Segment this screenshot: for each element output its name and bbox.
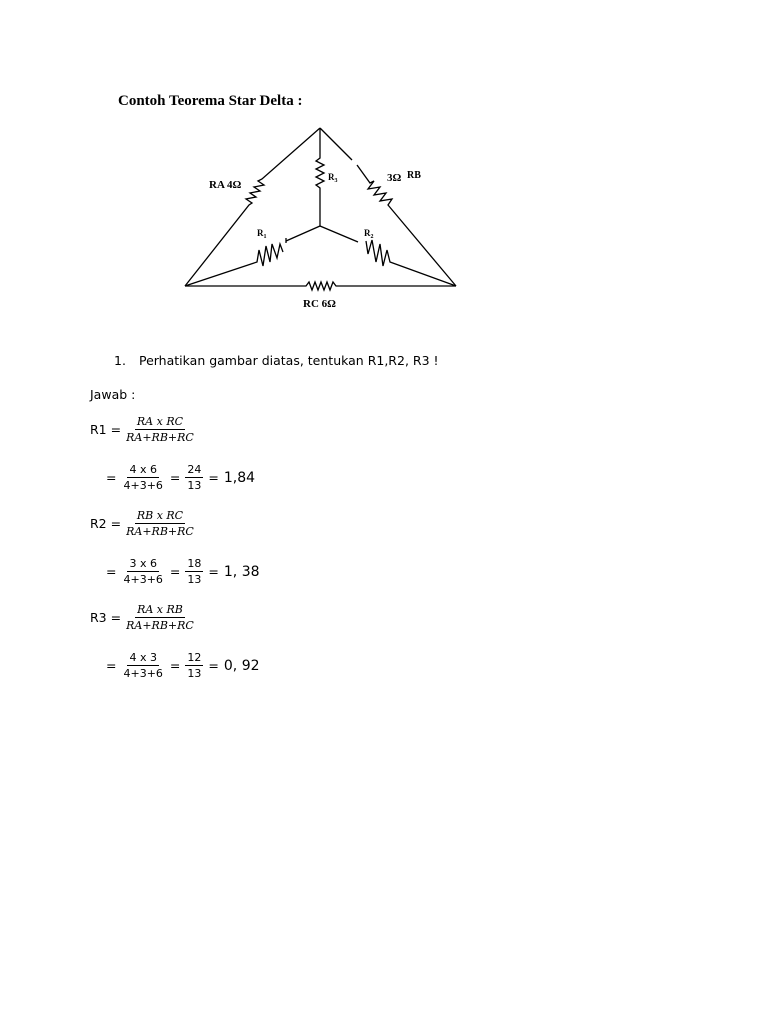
r3-substitution-numerator: 4 x 3 bbox=[127, 651, 159, 666]
rb-name-label: RB bbox=[407, 170, 421, 181]
r1-formula-numerator: RA x RC bbox=[135, 415, 185, 430]
r3-substitution-fraction bbox=[121, 651, 164, 680]
r2-equals-2: = bbox=[169, 564, 181, 580]
r2-substitution-fraction bbox=[121, 557, 164, 586]
r2-substitution-denominator: 4+3+6 bbox=[123, 573, 163, 587]
r1-lhs: R1 = bbox=[90, 422, 122, 438]
wire-rb bbox=[320, 128, 352, 160]
rb-value-label: 3Ω bbox=[387, 172, 402, 184]
r1-formula-denominator: RA+RB+RC bbox=[126, 431, 194, 445]
r3-equals-3: = bbox=[208, 658, 219, 674]
r1-formula bbox=[90, 415, 199, 444]
page-title: Contoh Teorema Star Delta : bbox=[118, 93, 303, 109]
r3-label: $R_3$ bbox=[328, 172, 338, 184]
r1-calculation bbox=[104, 463, 255, 492]
star-delta-circuit-diagram bbox=[0, 0, 768, 340]
question-1 bbox=[114, 353, 439, 368]
r1-equals: = bbox=[106, 470, 117, 486]
r2-formula-fraction bbox=[124, 509, 196, 538]
r3-simplified-denominator: 13 bbox=[187, 667, 202, 681]
r2-simplified-denominator: 13 bbox=[187, 573, 202, 587]
r1-result: 1,84 bbox=[223, 469, 256, 486]
r3-simplified-fraction bbox=[185, 651, 203, 680]
r2-formula-denominator: RA+RB+RC bbox=[126, 525, 194, 539]
r1-label: $R_1$ bbox=[257, 228, 267, 240]
wire-r1 bbox=[185, 244, 283, 286]
r3-substitution-denominator: 4+3+6 bbox=[123, 667, 163, 681]
r1-substitution-fraction bbox=[121, 463, 164, 492]
r2-formula-numerator: RB x RC bbox=[135, 509, 185, 524]
r3-simplified-numerator: 12 bbox=[185, 651, 203, 666]
r2-simplified-numerator: 18 bbox=[185, 557, 203, 572]
r2-result: 1, 38 bbox=[223, 563, 260, 580]
r1-formula-fraction bbox=[124, 415, 196, 444]
wire-r2 bbox=[320, 226, 358, 242]
wire-r2-lower bbox=[366, 240, 456, 286]
r3-formula bbox=[90, 603, 199, 632]
r1-substitution-denominator: 4+3+6 bbox=[123, 479, 163, 493]
r1-simplified-numerator: 24 bbox=[185, 463, 203, 478]
r2-simplified-fraction bbox=[185, 557, 203, 586]
wire-rc bbox=[185, 282, 456, 290]
r3-equals-2: = bbox=[169, 658, 181, 674]
answer-label: Jawab : bbox=[90, 387, 136, 402]
r2-calculation bbox=[104, 557, 260, 586]
r2-equals-3: = bbox=[208, 564, 219, 580]
r3-result: 0, 92 bbox=[223, 657, 260, 674]
wire-ra bbox=[185, 128, 320, 286]
r1-equals-2: = bbox=[169, 470, 181, 486]
r3-formula-fraction bbox=[124, 603, 196, 632]
r3-equals: = bbox=[106, 658, 117, 674]
r2-substitution-numerator: 3 x 6 bbox=[127, 557, 159, 572]
r3-calculation bbox=[104, 651, 260, 680]
r2-lhs: R2 = bbox=[90, 516, 122, 532]
r1-simplified-fraction bbox=[185, 463, 203, 492]
question-text: Perhatikan gambar diatas, tentukan R1,R2, R3 ! bbox=[138, 353, 439, 368]
ra-label: RA 4Ω bbox=[209, 179, 242, 191]
r3-lhs: R3 = bbox=[90, 610, 122, 626]
r2-label: $R_2$ bbox=[364, 228, 374, 240]
r2-formula bbox=[90, 509, 199, 538]
r1-equals-3: = bbox=[208, 470, 219, 486]
r2-equals: = bbox=[106, 564, 117, 580]
r1-substitution-numerator: 4 x 6 bbox=[127, 463, 159, 478]
question-number: 1. bbox=[114, 353, 126, 368]
wire-r3 bbox=[316, 128, 324, 226]
r3-formula-denominator: RA+RB+RC bbox=[126, 619, 194, 633]
rc-label: RC 6Ω bbox=[303, 298, 336, 310]
r3-formula-numerator: RA x RB bbox=[135, 603, 185, 618]
r1-simplified-denominator: 13 bbox=[187, 479, 202, 493]
wire-r1-upper bbox=[286, 226, 320, 241]
